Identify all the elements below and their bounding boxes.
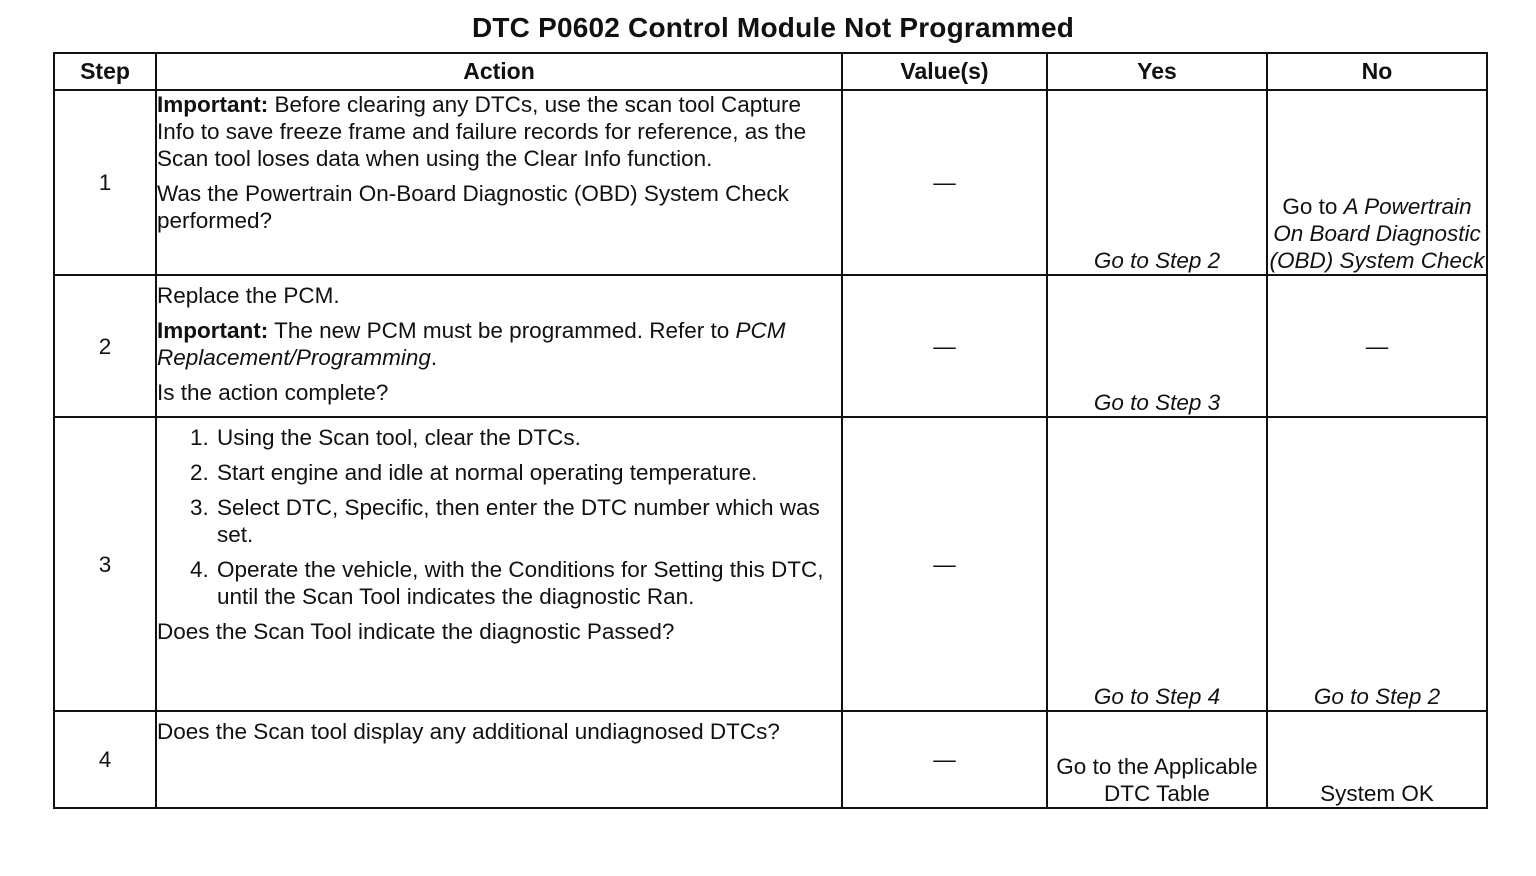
question-text: Was the Powertrain On-Board Diagnostic (OBD) System Check performed? — [157, 181, 789, 233]
important-note — [157, 317, 841, 371]
procedure-list — [157, 424, 841, 610]
yes-cell: Go to Step 3 — [1047, 275, 1267, 417]
step-number: 3 — [54, 417, 156, 711]
reference-text: PCM Replacement/Programming — [157, 318, 786, 370]
list-item: 4. Operate the vehicle, with the Conditions for Setting this DTC, until the Scan Tool indicates the diagnostic Ran. — [215, 556, 841, 610]
action-cell — [156, 90, 842, 275]
page-title: DTC P0602 Control Module Not Programmed — [471, 12, 1075, 43]
table-row — [54, 417, 1487, 711]
question-text: Is the action complete? — [157, 380, 389, 405]
step-number: 1 — [54, 90, 156, 275]
header-values: Value(s) — [842, 53, 1047, 90]
header-step: Step — [54, 53, 156, 90]
value-cell: — — [842, 417, 1047, 711]
header-action: Action — [156, 53, 842, 90]
yes-cell: Go to the Applicable DTC Table — [1047, 711, 1267, 808]
no-cell — [1267, 90, 1487, 275]
step-number: 4 — [54, 711, 156, 808]
yes-cell: Go to Step 2 — [1047, 90, 1267, 275]
reference-suffix: . — [430, 345, 438, 370]
important-text: The new PCM must be programmed. Refer to — [268, 318, 736, 343]
diagnostic-table — [53, 52, 1488, 809]
list-item: 3. Select DTC, Specific, then enter the DTC number which was set. — [215, 494, 841, 548]
important-note — [157, 91, 841, 172]
yes-cell: Go to Step 4 — [1047, 417, 1267, 711]
action-cell — [156, 275, 842, 417]
table-header-row — [54, 53, 1487, 90]
question-text: Does the Scan Tool indicate the diagnostic Passed? — [157, 619, 675, 644]
no-prefix: Go to — [1282, 194, 1344, 219]
no-cell: System OK — [1267, 711, 1487, 808]
step-number: 2 — [54, 275, 156, 417]
value-cell: — — [842, 90, 1047, 275]
header-no: No — [1267, 53, 1487, 90]
important-label: Important: — [157, 92, 269, 117]
no-reference: A Powertrain On Board Diagnostic (OBD) System Check — [1269, 194, 1485, 273]
action-cell — [156, 711, 842, 808]
no-cell: Go to Step 2 — [1267, 417, 1487, 711]
important-text: Before clearing any DTCs, use the scan tool Capture Info to save freeze frame and failure records for reference, as the Scan tool loses data when using the Clear Info function. — [157, 92, 807, 171]
list-item: 2. Start engine and idle at normal operating temperature. — [215, 459, 841, 486]
no-cell: — — [1267, 275, 1487, 417]
value-cell: — — [842, 275, 1047, 417]
question-text: Does the Scan tool display any additional undiagnosed DTCs? — [157, 719, 780, 744]
value-cell: — — [842, 711, 1047, 808]
table-row — [54, 711, 1487, 808]
list-item: 1. Using the Scan tool, clear the DTCs. — [215, 424, 841, 451]
header-yes: Yes — [1047, 53, 1267, 90]
important-label: Important: — [157, 318, 269, 343]
table-row — [54, 90, 1487, 275]
action-cell — [156, 417, 842, 711]
instruction-text: Replace the PCM. — [157, 283, 340, 308]
table-row — [54, 275, 1487, 417]
